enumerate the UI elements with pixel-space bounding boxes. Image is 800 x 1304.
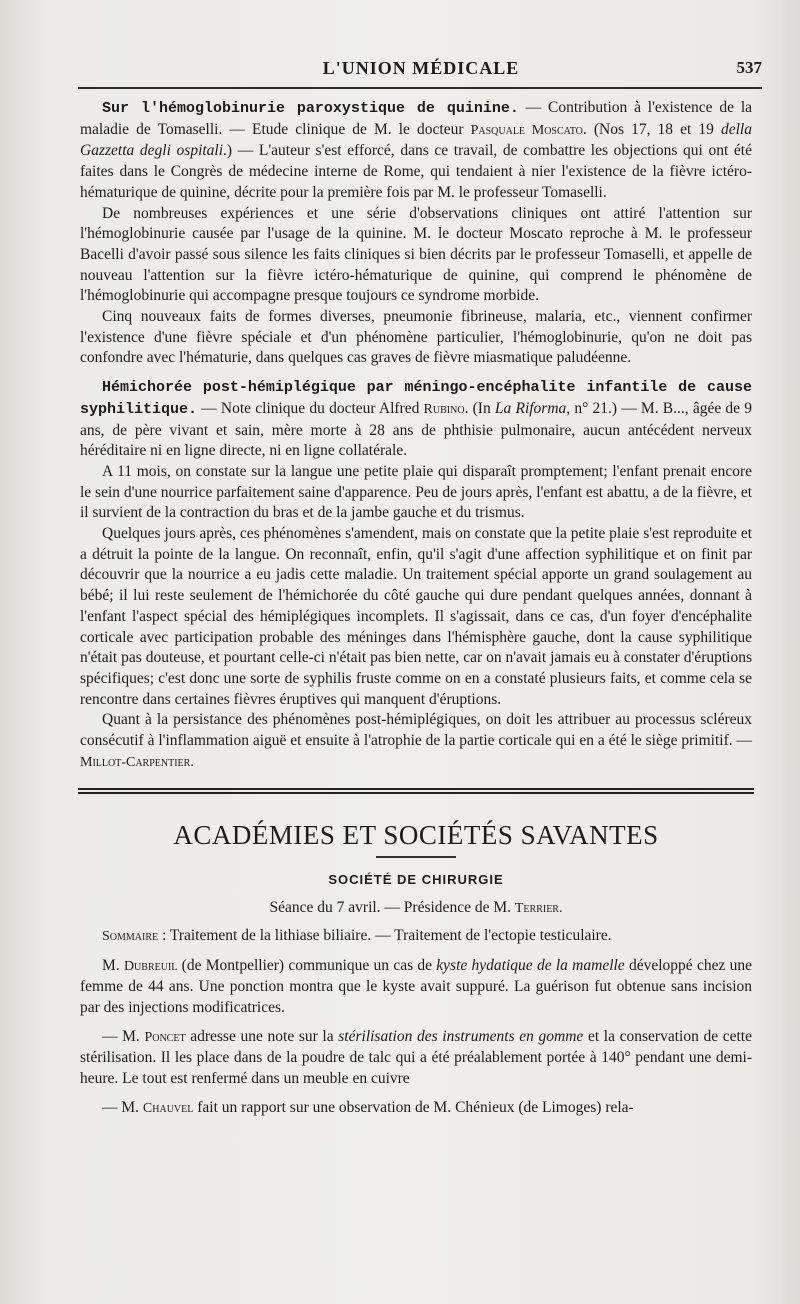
session-line: Séance du 7 avril. — Présidence de M. Terrier.: [269, 899, 563, 917]
article-title: Sur l'hémoglobinurie paroxystique de quinine.: [102, 100, 519, 117]
header-rule: [78, 87, 762, 89]
page-number: 537: [736, 58, 762, 77]
author-name: Pasquale Moscato: [470, 122, 583, 138]
title-underline: [376, 856, 456, 858]
society-title: SOCIÉTÉ DE CHIRURGIE: [328, 871, 504, 887]
signature: Millot-Carpentier.: [80, 754, 194, 770]
communication-chauvel: — M. Chauvel fait un rapport sur une observation de M. Chénieux (de Limoges) rela-: [102, 1098, 634, 1116]
paragraph: De nombreuses expériences et une série d'observations cliniques ont attiré l'attention sur l'hémoglobinurie causée par l'usage de la quinine. M. le docteur Moscato reproche à M. le professeur Bacelli d'avoir passé sous silence les faits cliniques si bien décrits par le professeur Tomaselli, et appelle de nouveau l'attention sur la fièvre ictéro-hématurique de quinine, qui comprend le phénomène de l'hémoglobinurie qui accompagne presque toujours ce syndrome morbide.: [80, 204, 752, 305]
summary-label: Sommaire: [102, 928, 159, 944]
paragraph: Quelques jours après, ces phénomènes s'amendent, mais on constate que la petite plaie s'est reproduite et a détruit la pointe de la langue. On reconnaît, enfin, qu'il s'agit d'une affection syphilitique et on finit par découvrir que la nourrice a eu jadis cette maladie. Un traitement spécial apporte un grand soulagement au bébé; il lui reste seulement de l'hémichorée du côté gauche qui dure pendant quelques années, donnant à l'enfant l'aspect spécial des hémiplégiques incomplets. Il s'agissait, dans ce cas, d'un foyer d'encéphalite corticale avec participation probable des méninges dans l'hémisphère gauche, dont la cause syphilitique n'était pas douteuse, et pourtant celle-ci n'était pas bien nette, car on n'avait jamais eu à constater d'éruptions spécifiques; c'est donc une sorte de syphilis fruste comme on en a constaté plusieurs faits, et comme cela se rencontre dans certaines fièvres éruptives qui manquent d'éruptions.: [80, 525, 752, 708]
journal-title: L'UNION MÉDICALE: [322, 58, 520, 78]
journal-reference: La Riforma: [494, 399, 567, 417]
communication-poncet: — M. Poncet adresse une note sur la stérilisation des instruments en gomme et la conservation de cette stérilisation. Il les place dans de la poudre de talc qui a été préalablement portée à 140° pendant une demi-heure. Le tout est renfermé dans un meuble en cuivre: [80, 1027, 752, 1088]
member-name: Dubreuil: [123, 958, 178, 974]
paragraph: Cinq nouveaux faits de formes diverses, pneumonie fibrineuse, malaria, etc., viennent confirmer l'existence d'une fièvre spéciale et d'un phénomène particulier, l'hémoglobinurie, qu'on ne doit pas confondre avec l'hématurie, dans quelques cas graves de fièvre miasmatique paludéenne.: [80, 308, 752, 367]
president-name: Terrier.: [514, 901, 563, 917]
section-title: ACADÉMIES ET SOCIÉTÉS SAVANTES: [173, 819, 659, 850]
section-divider: [78, 788, 754, 794]
article-hemoglobinurie: Sur l'hémoglobinurie paroxystique de quinine. — Contribution à l'existence de la maladie de Tomaselli. — Etude clinique de M. le docteur Pasquale Moscato. (Nos 17, 18 et 19 della Gazzetta degli ospitali.) — L'auteur s'est efforcé, dans ce travail, de combattre les objections qui ont été faites dans le Congrès de médecine interne de Rome, qui tendaient à nier l'existence de la fièvre ictéro-hématurique de quinine, décrite pour la première fois par M. le professeur Tomaselli.: [80, 99, 752, 201]
paragraph: A 11 mois, on constate sur la langue une petite plaie qui disparaît promptement; l'enfant prenait encore le sein d'une nourrice parfaitement saine d'apparence. Peu de jours après, l'enfant est abattu, a de la fièvre, et il survient de la contraction du bras et de la jambe gauche et du trismus.: [80, 462, 753, 522]
paragraph: Quant à la persistance des phénomènes post-hémiplégiques, on doit les attribuer au processus scléreux consécutif à l'inflammation aiguë et ensuite à l'atrophie de la partie corticale qui en a été le siège primitif. — Millot-Carpentier.: [80, 711, 752, 770]
article-hemichoree: Hémichorée post-hémiplégique par méningo-encéphalite infantile de cause syphilitique. — Note clinique du docteur Alfred Rubino. (In La Riforma, n° 21.) — M. B..., âgée de 9 ans, de père vivant et sain, mère morte à 28 ans de phthisie pulmonaire, aucun antécédent nerveux héréditaire ni en ligne directe, ni en ligne collatérale.: [80, 379, 752, 460]
member-name: Chauvel: [142, 1100, 194, 1116]
author-name: Rubino: [423, 401, 465, 417]
communication-dubreuil: M. Dubreuil (de Montpellier) communique un cas de kyste hydatique de la mamelle développé chez une femme de 44 ans. Une ponction montra que le kyste avait suppuré. La guérison fut obtenue sans incision par des injections modificatrices.: [80, 956, 752, 1017]
article-title: Hémichorée post-hémiplégique par méningo-encéphalite infantile de cause syphilitique.: [80, 379, 752, 418]
page-body: [80, 98, 752, 1120]
member-name: Poncet: [144, 1029, 186, 1045]
summary: Sommaire : Traitement de la lithiase biliaire. — Traitement de l'ectopie testiculaire.: [102, 926, 612, 944]
journal-reference: della Gazzetta degli ospitali: [80, 120, 752, 160]
running-head: [80, 52, 762, 86]
